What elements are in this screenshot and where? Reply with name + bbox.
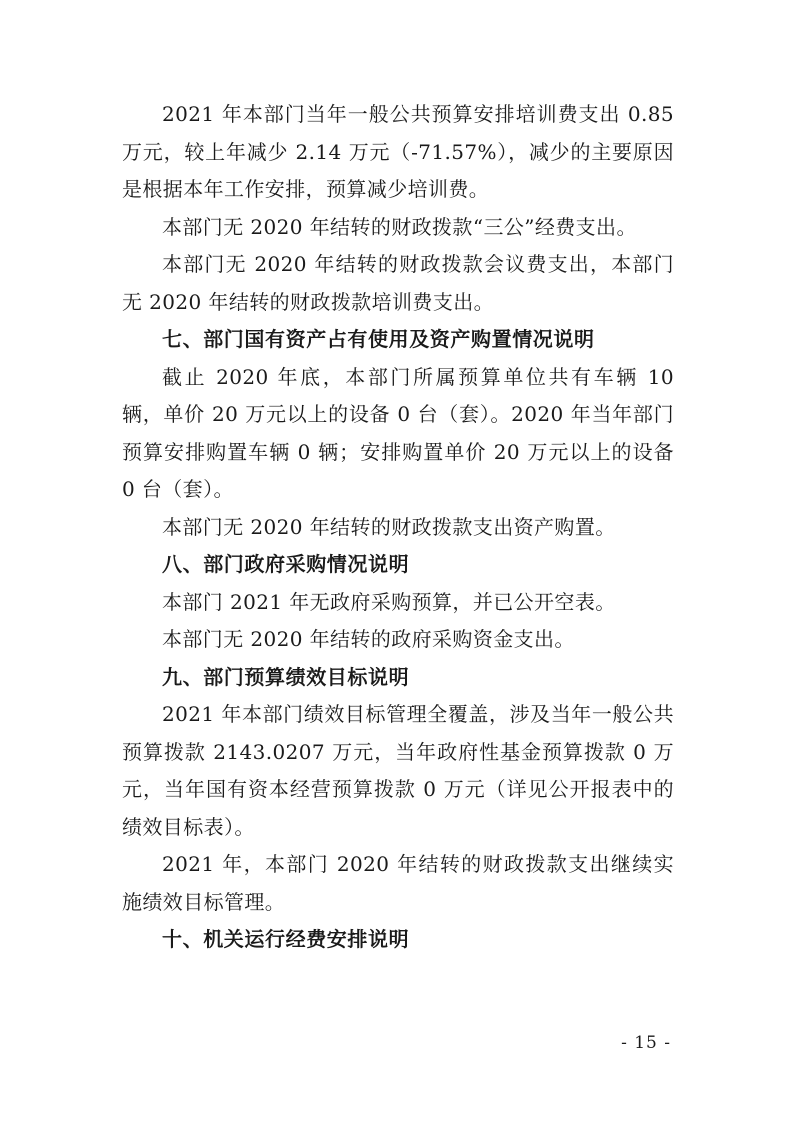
paragraph-training-expense: 2021 年本部门当年一般公共预算安排培训费支出 0.85万元，较上年减少 2.14 万元（-71.57%），减少的主要原因是根据本年工作安排，预算减少培训费。 <box>122 102 674 201</box>
paragraph-three-public-expense: 本部门无 2020 年结转的财政拨款“三公”经费支出。 <box>162 214 637 239</box>
section-heading-9: 九、部门预算绩效目标说明 <box>162 664 410 689</box>
document-body <box>122 96 674 959</box>
paragraph-procurement-carryover: 本部门无 2020 年结转的政府采购资金支出。 <box>162 627 575 651</box>
paragraph-performance-carryover: 2021 年，本部门 2020 年结转的财政拨款支出继续实施绩效目标管理。 <box>122 852 674 914</box>
section-heading-8: 八、部门政府采购情况说明 <box>162 552 410 576</box>
paragraph-meeting-training-carryover: 本部门无 2020 年结转的财政拨款会议费支出，本部门无 2020 年结转的财政拨款培训费支出。 <box>122 252 674 314</box>
paragraph-performance-targets: 2021 年本部门绩效目标管理全覆盖，涉及当年一般公共预算拨款 2143.0207 万元，当年政府性基金预算拨款 0 万元，当年国有资本经营预算拨款 0 万元（详见公开报表中的绩效目标表）。 <box>122 702 674 839</box>
section-heading-7: 七、部门国有资产占有使用及资产购置情况说明 <box>162 327 595 351</box>
page-number: - 15 - <box>621 1033 671 1053</box>
section-heading-10: 十、机关运行经费安排说明 <box>162 927 410 951</box>
paragraph-asset-purchase-carryover: 本部门无 2020 年结转的财政拨款支出资产购置。 <box>162 514 616 539</box>
paragraph-assets-vehicles: 截止 2020 年底，本部门所属预算单位共有车辆 10 辆，单价 20 万元以上的设备 0 台（套）。2020 年当年部门预算安排购置车辆 0 辆；安排购置单价 20 万元以上的设备 0 台（套）。 <box>122 364 674 501</box>
paragraph-procurement-budget: 本部门 2021 年无政府采购预算，并已公开空表。 <box>162 589 616 614</box>
